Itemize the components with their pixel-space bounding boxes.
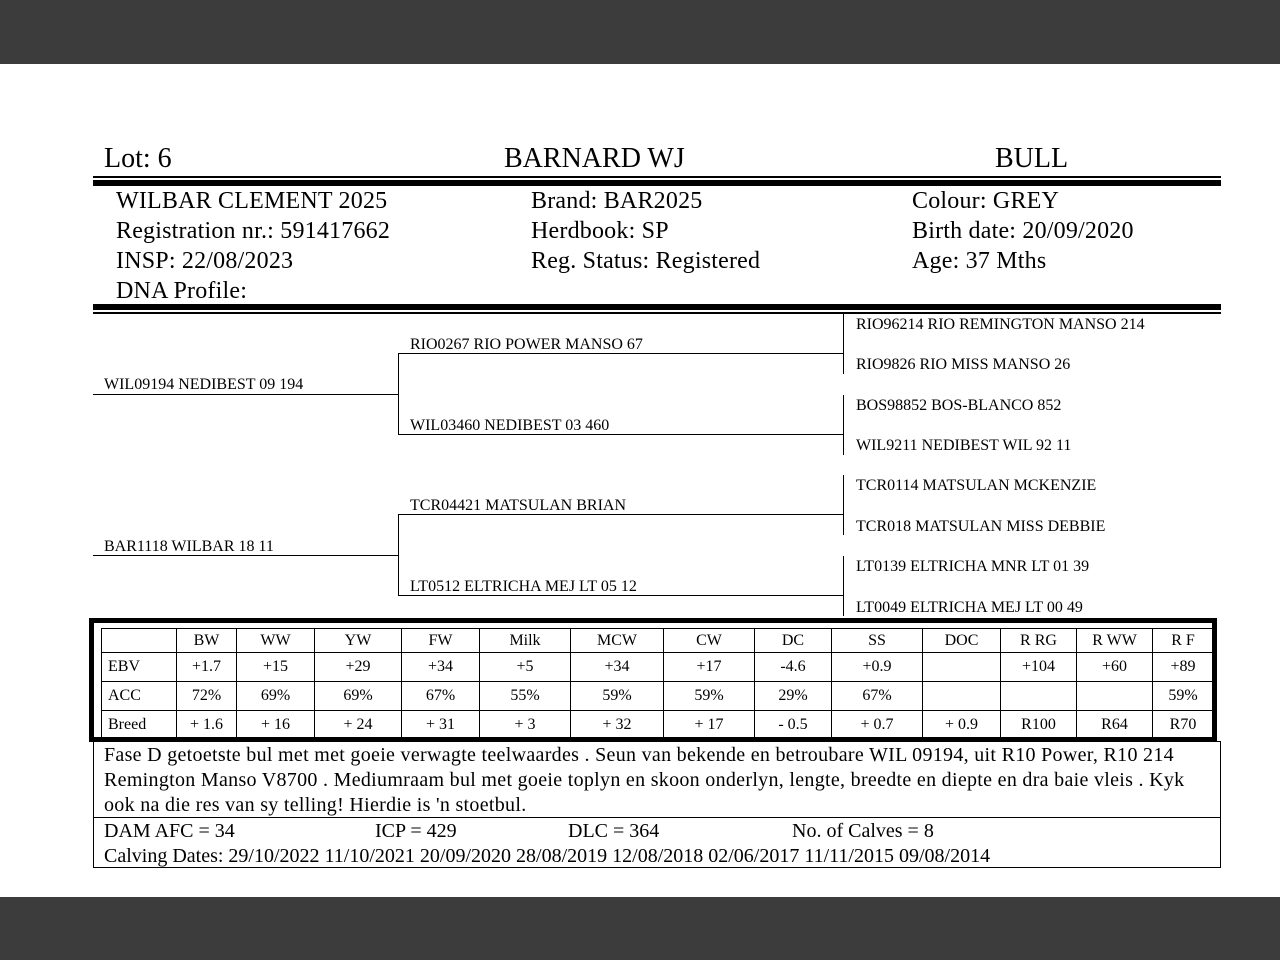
ebv-cell: 67%: [832, 682, 923, 711]
pedigree-dam: BAR1118 WILBAR 18 11: [104, 538, 274, 555]
ebv-col-header: Milk: [480, 629, 571, 653]
bracket-sire: [398, 354, 399, 435]
bracket-gg-3: [843, 475, 844, 535]
colour: Colour: GREY: [912, 188, 1060, 214]
pedigree-ggp-6: TCR018 MATSULAN MISS DEBBIE: [856, 518, 1106, 535]
dam-afc: DAM AFC = 34: [104, 820, 235, 842]
ebv-cell: 59%: [1153, 682, 1214, 711]
ebv-cell: + 0.7: [832, 711, 923, 740]
pedigree-dam-sire: TCR04421 MATSULAN BRIAN: [410, 497, 627, 514]
ebv-cell: +17: [664, 653, 755, 682]
pedigree-sire-sire: RIO0267 RIO POWER MANSO 67: [410, 336, 643, 353]
line-dam-dam: [398, 595, 844, 596]
ebv-cell: + 31: [402, 711, 480, 740]
registration-number: Registration nr.: 591417662: [116, 218, 391, 244]
ebv-cell: +34: [571, 653, 664, 682]
ebv-cell: +15: [237, 653, 315, 682]
bracket-gg-2: [843, 395, 844, 455]
ebv-col-header: YW: [315, 629, 402, 653]
birth-date: Birth date: 20/09/2020: [912, 218, 1134, 244]
herdbook: Herdbook: SP: [531, 218, 669, 244]
ebv-cell: R100: [1001, 711, 1077, 740]
ebv-cell: + 1.6: [177, 711, 237, 740]
pedigree-dam-dam: LT0512 ELTRICHA MEJ LT 05 12: [410, 578, 637, 595]
ebv-col-header: BW: [177, 629, 237, 653]
pedigree-ggp-8: LT0049 ELTRICHA MEJ LT 00 49: [856, 599, 1083, 616]
ebv-col-header: R RG: [1001, 629, 1077, 653]
bracket-gg-4: [843, 556, 844, 616]
ebv-row-label: Breed: [102, 711, 177, 740]
ebv-cell: R64: [1077, 711, 1153, 740]
ebv-col-header: SS: [832, 629, 923, 653]
ebv-cell: +29: [315, 653, 402, 682]
reg-status: Reg. Status: Registered: [531, 248, 761, 274]
ebv-col-header: R WW: [1077, 629, 1153, 653]
breeder-comment: Fase D getoetste bul met met goeie verwagte teelwaardes . Seun van bekende en betroubare WIL 09194, uit R10 Power, R10 214 Remington Manso V8700 . Mediumraam bul met goeie toplyn en skoon onderlyn, lengte, breedte en diepte en dra baie vleis . Kyk ook na die res van sy telling! Hierdie is 'n stoetbul.: [93, 741, 1221, 818]
ebv-cell: [923, 653, 1001, 682]
ebv-col-header: [102, 629, 177, 653]
pedigree-ggp-5: TCR0114 MATSULAN MCKENZIE: [856, 477, 1097, 494]
ebv-cell: + 32: [571, 711, 664, 740]
bracket-dam: [398, 515, 399, 596]
ebv-col-header: CW: [664, 629, 755, 653]
pedigree-ggp-7: LT0139 ELTRICHA MNR LT 01 39: [856, 558, 1090, 575]
breed-row: [102, 711, 1214, 740]
brand: Brand: BAR2025: [531, 188, 703, 214]
ebv-cell: +89: [1153, 653, 1214, 682]
line-dam-sire: [398, 514, 844, 515]
header-rule-thin: [93, 176, 1221, 178]
dam-dlc: DLC = 364: [568, 820, 660, 842]
bracket-gg-1: [843, 314, 844, 374]
ebv-cell: + 17: [664, 711, 755, 740]
ebv-cell: +60: [1077, 653, 1153, 682]
info-rule-thick: [93, 304, 1221, 310]
info-rule-thin: [93, 312, 1221, 314]
line-dam: [93, 555, 399, 556]
dam-no-of-calves: No. of Calves = 8: [792, 820, 934, 842]
ebv-cell: 59%: [571, 682, 664, 711]
ebv-cell: +104: [1001, 653, 1077, 682]
ebv-cell: 72%: [177, 682, 237, 711]
viewer-top-bar: [0, 0, 1280, 64]
dam-icp: ICP = 429: [375, 820, 457, 842]
pedigree-ggp-1: RIO96214 RIO REMINGTON MANSO 214: [856, 316, 1145, 333]
pedigree-sire: WIL09194 NEDIBEST 09 194: [104, 376, 304, 393]
age: Age: 37 Mths: [912, 248, 1047, 274]
line-sire-dam: [398, 434, 844, 435]
ebv-col-header: FW: [402, 629, 480, 653]
pedigree-ggp-4: WIL9211 NEDIBEST WIL 92 11: [856, 437, 1072, 454]
ebv-col-header: DC: [755, 629, 832, 653]
ebv-cell: R70: [1153, 711, 1214, 740]
dna-profile: DNA Profile:: [116, 278, 248, 304]
ebv-cell: 55%: [480, 682, 571, 711]
ebv-table-frame: [89, 618, 1217, 742]
animal-name: WILBAR CLEMENT 2025: [116, 188, 388, 214]
dam-info: [93, 817, 1221, 868]
inspection-date: INSP: 22/08/2023: [116, 248, 294, 274]
ebv-cell: + 24: [315, 711, 402, 740]
ebv-cell: +5: [480, 653, 571, 682]
ebv-cell: [1077, 682, 1153, 711]
viewer-bottom-bar: [0, 897, 1280, 960]
ebv-cell: +34: [402, 653, 480, 682]
ebv-cell: 29%: [755, 682, 832, 711]
ebv-cell: [1001, 682, 1077, 711]
ebv-cell: + 3: [480, 711, 571, 740]
ebv-col-header: R F: [1153, 629, 1214, 653]
line-sire-sire: [398, 353, 844, 354]
ebv-cell: [923, 682, 1001, 711]
ebv-cell: - 0.5: [755, 711, 832, 740]
ebv-cell: 69%: [237, 682, 315, 711]
ebv-col-header: MCW: [571, 629, 664, 653]
ebv-cell: 59%: [664, 682, 755, 711]
pedigree-ggp-3: BOS98852 BOS-BLANCO 852: [856, 397, 1062, 414]
ebv-header-row: [102, 629, 1214, 653]
ebv-cell: 69%: [315, 682, 402, 711]
acc-row: [102, 682, 1214, 711]
ebv-col-header: DOC: [923, 629, 1001, 653]
ebv-cell: -4.6: [755, 653, 832, 682]
ebv-cell: +1.7: [177, 653, 237, 682]
animal-sex: BULL: [995, 143, 1069, 174]
pedigree-ggp-2: RIO9826 RIO MISS MANSO 26: [856, 356, 1071, 373]
ebv-cell: 67%: [402, 682, 480, 711]
ebv-row-label: ACC: [102, 682, 177, 711]
lot-number: Lot: 6: [104, 143, 172, 174]
ebv-cell: + 0.9: [923, 711, 1001, 740]
ebv-col-header: WW: [237, 629, 315, 653]
ebv-table: [101, 628, 1214, 740]
ebv-row-label: EBV: [102, 653, 177, 682]
dam-calving-dates: Calving Dates: 29/10/2022 11/10/2021 20/09/2020 28/08/2019 12/08/2018 02/06/2017 11/11/2015 09/08/2014: [104, 845, 991, 867]
ebv-cell: + 16: [237, 711, 315, 740]
line-sire: [93, 394, 399, 395]
owner-name: BARNARD WJ: [504, 143, 685, 174]
ebv-row: [102, 653, 1214, 682]
ebv-cell: +0.9: [832, 653, 923, 682]
pedigree-sire-dam: WIL03460 NEDIBEST 03 460: [410, 417, 610, 434]
